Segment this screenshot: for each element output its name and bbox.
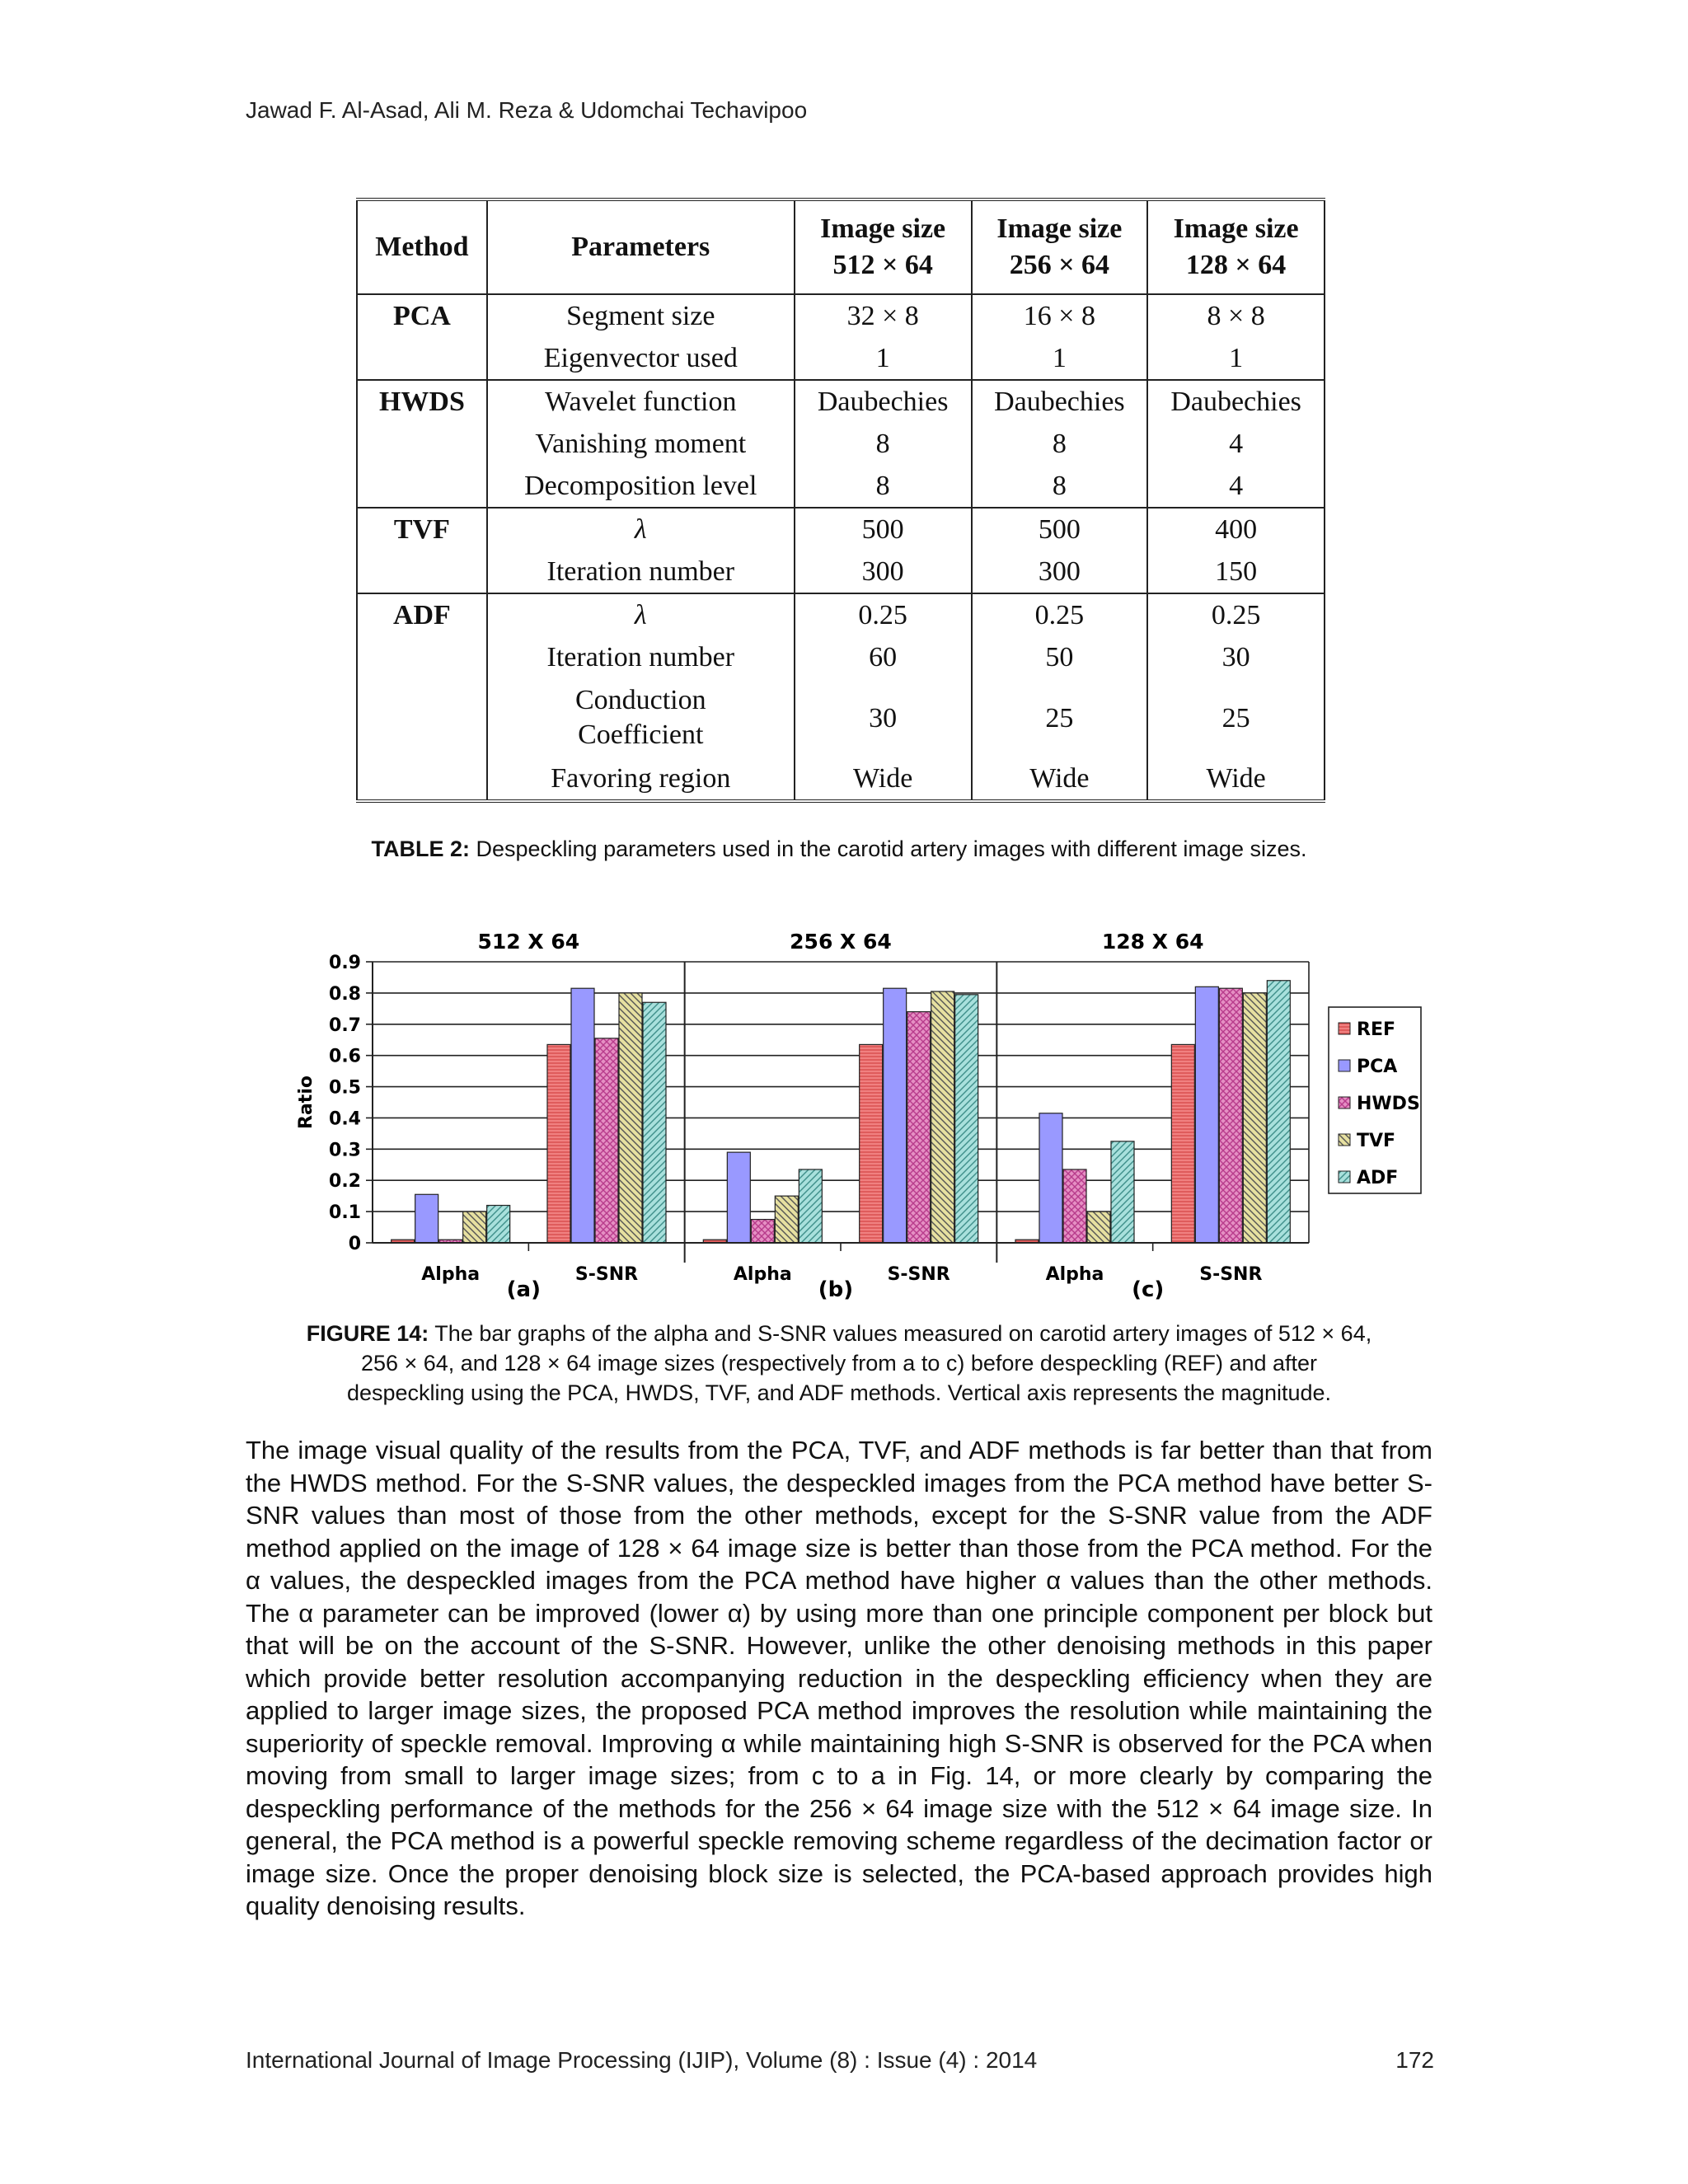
table-row: [357, 551, 1325, 593]
table-caption: [246, 834, 1432, 864]
table-cell: 16 × 8: [972, 294, 1148, 337]
table-cell: Daubechies: [972, 380, 1148, 423]
panel-label: (a): [506, 1277, 541, 1302]
figure-caption-line-2: 256 × 64, and 128 × 64 image sizes (respectively from a to c) before despeckling (REF) and after: [360, 1351, 1318, 1376]
table-cell: Daubechies: [795, 380, 972, 423]
table-cell: 25: [1147, 678, 1325, 757]
table-row: [357, 337, 1325, 380]
table-cell: 8: [795, 465, 972, 508]
parameters-table-wrapper: [356, 198, 1325, 803]
method-cell: ADF: [357, 593, 487, 636]
table-cell: [357, 337, 487, 380]
table-cell: Wide: [795, 757, 972, 801]
col-header-parameters: Parameters: [487, 199, 795, 294]
bar-tvf: [1243, 993, 1266, 1243]
legend-label-ref: REF: [1357, 1019, 1395, 1040]
legend-label-hwds: HWDS: [1357, 1094, 1420, 1114]
running-header: Jawad F. Al-Asad, Ali M. Reza & Udomchai Techavipoo: [246, 97, 808, 123]
body-paragraph: The image visual quality of the results from the PCA, TVF, and ADF methods is far better than that from the HWDS method. For the S-SNR values, the despeckled images from the PCA method have better S-SNR values than most of those from the other methods, except for the S-SNR value from the ADF method applied on the image of 128 × 64 image size is better than those from the PCA method. For the α values, the despeckled images from the PCA method have higher α values than the other methods. The α parameter can be improved (lower α) by using more than one principle component per block but that will be on the account of the S-SNR. However, unlike the other denoising methods in this paper which provide better resolution accompanying reduction in the despeckling efficiency when they are applied to larger image sizes, the proposed PCA method improves the resolution while maintaining the superiority of speckle removal. Improving α while maintaining high S-SNR is observed for the PCA when moving from small to larger image sizes; from c to a in Fig. 14, or more clearly by comparing the despeckling performance of the methods for the 256 × 64 image size with the 512 × 64 image size. In general, the PCA method is a powerful speckle removing scheme regardless of the decimation factor or image size. Once the proper denoising block size is selected, the PCA-based approach provides high quality denoising results.: [246, 1436, 1432, 1920]
panel-label: (b): [818, 1277, 854, 1302]
despeckling-parameters-table: [356, 198, 1325, 803]
table-cell: Segment size: [487, 294, 795, 337]
legend-swatch-ref: [1339, 1023, 1350, 1034]
table-cell: 500: [972, 508, 1148, 551]
table-cell: [357, 757, 487, 801]
table-cell: Wide: [1147, 757, 1325, 801]
table-cell: 300: [795, 551, 972, 593]
y-tick-label: 0.2: [329, 1171, 361, 1193]
table-cell: [357, 678, 487, 757]
table-cell: λ: [487, 508, 795, 551]
table-cell: Iteration number: [487, 636, 795, 678]
y-tick-label: 0.4: [329, 1108, 361, 1130]
table-cell: [357, 636, 487, 678]
x-tick-label: Alpha: [1045, 1264, 1104, 1285]
bar-adf: [955, 995, 978, 1243]
table-cell: Eigenvector used: [487, 337, 795, 380]
figure-caption-label: FIGURE 14:: [306, 1321, 429, 1346]
y-tick-label: 0.1: [329, 1202, 361, 1224]
table-cell: Daubechies: [1147, 380, 1325, 423]
bar-chart-figure-14: [280, 907, 1434, 1319]
table-cell: 30: [1147, 636, 1325, 678]
figure-caption: [246, 1319, 1432, 1408]
table-cell: Iteration number: [487, 551, 795, 593]
table-cell: 0.25: [972, 593, 1148, 636]
table-cell: 4: [1147, 423, 1325, 465]
method-cell: PCA: [357, 294, 487, 337]
bar-pca: [415, 1194, 438, 1243]
table-cell: 60: [795, 636, 972, 678]
table-cell: λ: [487, 593, 795, 636]
bar-hwds: [1219, 988, 1242, 1243]
x-tick-label: Alpha: [421, 1264, 481, 1285]
y-tick-label: 0.9: [329, 953, 361, 973]
table-cell: Favoring region: [487, 757, 795, 801]
col-header-method: Method: [357, 199, 487, 294]
bar-pca: [1195, 987, 1218, 1243]
panel-title: 128 X 64: [1101, 930, 1204, 954]
x-tick-label: S-SNR: [887, 1264, 950, 1285]
bar-ref: [547, 1044, 570, 1243]
table-cell-conduction-coefficient: Conduction Coefficient: [487, 678, 795, 757]
x-tick-label: S-SNR: [1199, 1264, 1263, 1285]
table-row: [357, 423, 1325, 465]
bar-hwds: [751, 1220, 774, 1243]
table-row: [357, 465, 1325, 508]
bar-adf: [1111, 1141, 1134, 1243]
table-cell: 300: [972, 551, 1148, 593]
table-cell: 1: [1147, 337, 1325, 380]
table-cell: 50: [972, 636, 1148, 678]
table-row: [357, 380, 1325, 423]
bar-adf: [799, 1169, 822, 1243]
table-row: [357, 593, 1325, 636]
table-cell: 8: [972, 423, 1148, 465]
table-cell: 8: [972, 465, 1148, 508]
table-caption-text: Despeckling parameters used in the carotid artery images with different image sizes.: [470, 837, 1307, 861]
table-cell: 500: [795, 508, 972, 551]
bar-adf: [1267, 981, 1290, 1243]
legend-swatch-tvf: [1339, 1134, 1350, 1146]
table-cell: [357, 423, 487, 465]
table-cell: 4: [1147, 465, 1325, 508]
col-header-512: Image size 512 × 64: [795, 199, 972, 294]
legend-label-adf: ADF: [1357, 1168, 1399, 1188]
table-cell: Vanishing moment: [487, 423, 795, 465]
table-cell: 1: [795, 337, 972, 380]
bar-pca: [884, 988, 907, 1243]
y-tick-label: 0.7: [329, 1015, 361, 1036]
y-axis-label: Ratio: [296, 1076, 316, 1129]
bar-adf: [643, 1002, 666, 1243]
bar-hwds: [595, 1038, 618, 1243]
bar-ref: [860, 1044, 883, 1243]
method-cell: HWDS: [357, 380, 487, 423]
x-tick-label: S-SNR: [574, 1264, 639, 1285]
table-cell: 30: [795, 678, 972, 757]
bar-adf: [487, 1206, 510, 1243]
method-cell: TVF: [357, 508, 487, 551]
bar-pca: [1039, 1113, 1062, 1243]
table-cell: [357, 465, 487, 508]
table-cell: [357, 551, 487, 593]
y-tick-label: 0.5: [329, 1077, 361, 1099]
col-header-128: Image size 128 × 64: [1147, 199, 1325, 294]
bar-pca: [571, 988, 594, 1243]
page-number: 172: [1395, 2047, 1434, 2073]
table-cell: 1: [972, 337, 1148, 380]
table-row: [357, 757, 1325, 801]
table-header-row: [357, 199, 1325, 294]
table-cell: 25: [972, 678, 1148, 757]
bar-tvf: [931, 991, 954, 1243]
y-tick-label: 0.3: [329, 1140, 361, 1161]
bar-ref: [1171, 1044, 1194, 1243]
table-cell: 32 × 8: [795, 294, 972, 337]
y-tick-label: 0.6: [329, 1046, 361, 1067]
table-cell: 150: [1147, 551, 1325, 593]
table-cell: 400: [1147, 508, 1325, 551]
legend-swatch-adf: [1339, 1171, 1350, 1183]
table-row: [357, 294, 1325, 337]
legend-swatch-pca: [1339, 1060, 1350, 1071]
legend-swatch-hwds: [1339, 1097, 1350, 1108]
table-row: [357, 636, 1325, 678]
panel-label: (c): [1132, 1277, 1165, 1302]
figure-caption-line-3: despeckling using the PCA, HWDS, TVF, and ADF methods. Vertical axis represents the magnitude.: [346, 1380, 1332, 1405]
table-caption-label: TABLE 2:: [371, 837, 470, 861]
bar-tvf: [1087, 1212, 1110, 1243]
bar-tvf: [775, 1196, 798, 1243]
figure-caption-line-1: The bar graphs of the alpha and S-SNR values measured on carotid artery images of 512 × 64,: [429, 1321, 1372, 1346]
table-cell: 8 × 8: [1147, 294, 1325, 337]
bar-hwds: [1063, 1169, 1086, 1243]
table-row: [357, 508, 1325, 551]
bar-tvf: [619, 993, 642, 1243]
table-cell: 8: [795, 423, 972, 465]
legend-label-tvf: TVF: [1357, 1131, 1396, 1151]
table-cell: Decomposition level: [487, 465, 795, 508]
x-tick-label: Alpha: [733, 1264, 792, 1285]
table-cell: Wide: [972, 757, 1148, 801]
panel-title: 512 X 64: [477, 930, 580, 954]
y-tick-label: 0: [348, 1234, 361, 1254]
table-cell: 0.25: [795, 593, 972, 636]
bar-hwds: [907, 1012, 931, 1243]
panel-title: 256 X 64: [790, 930, 892, 954]
col-header-256: Image size 256 × 64: [972, 199, 1148, 294]
table-cell: 0.25: [1147, 593, 1325, 636]
legend-label-pca: PCA: [1357, 1057, 1398, 1077]
table-cell: Wavelet function: [487, 380, 795, 423]
bar-tvf: [463, 1212, 486, 1243]
bar-pca: [727, 1152, 750, 1243]
table-row: [357, 678, 1325, 757]
y-tick-label: 0.8: [329, 983, 361, 1005]
footer-journal: International Journal of Image Processing (IJIP), Volume (8) : Issue (4) : 2014: [246, 2047, 1038, 2073]
